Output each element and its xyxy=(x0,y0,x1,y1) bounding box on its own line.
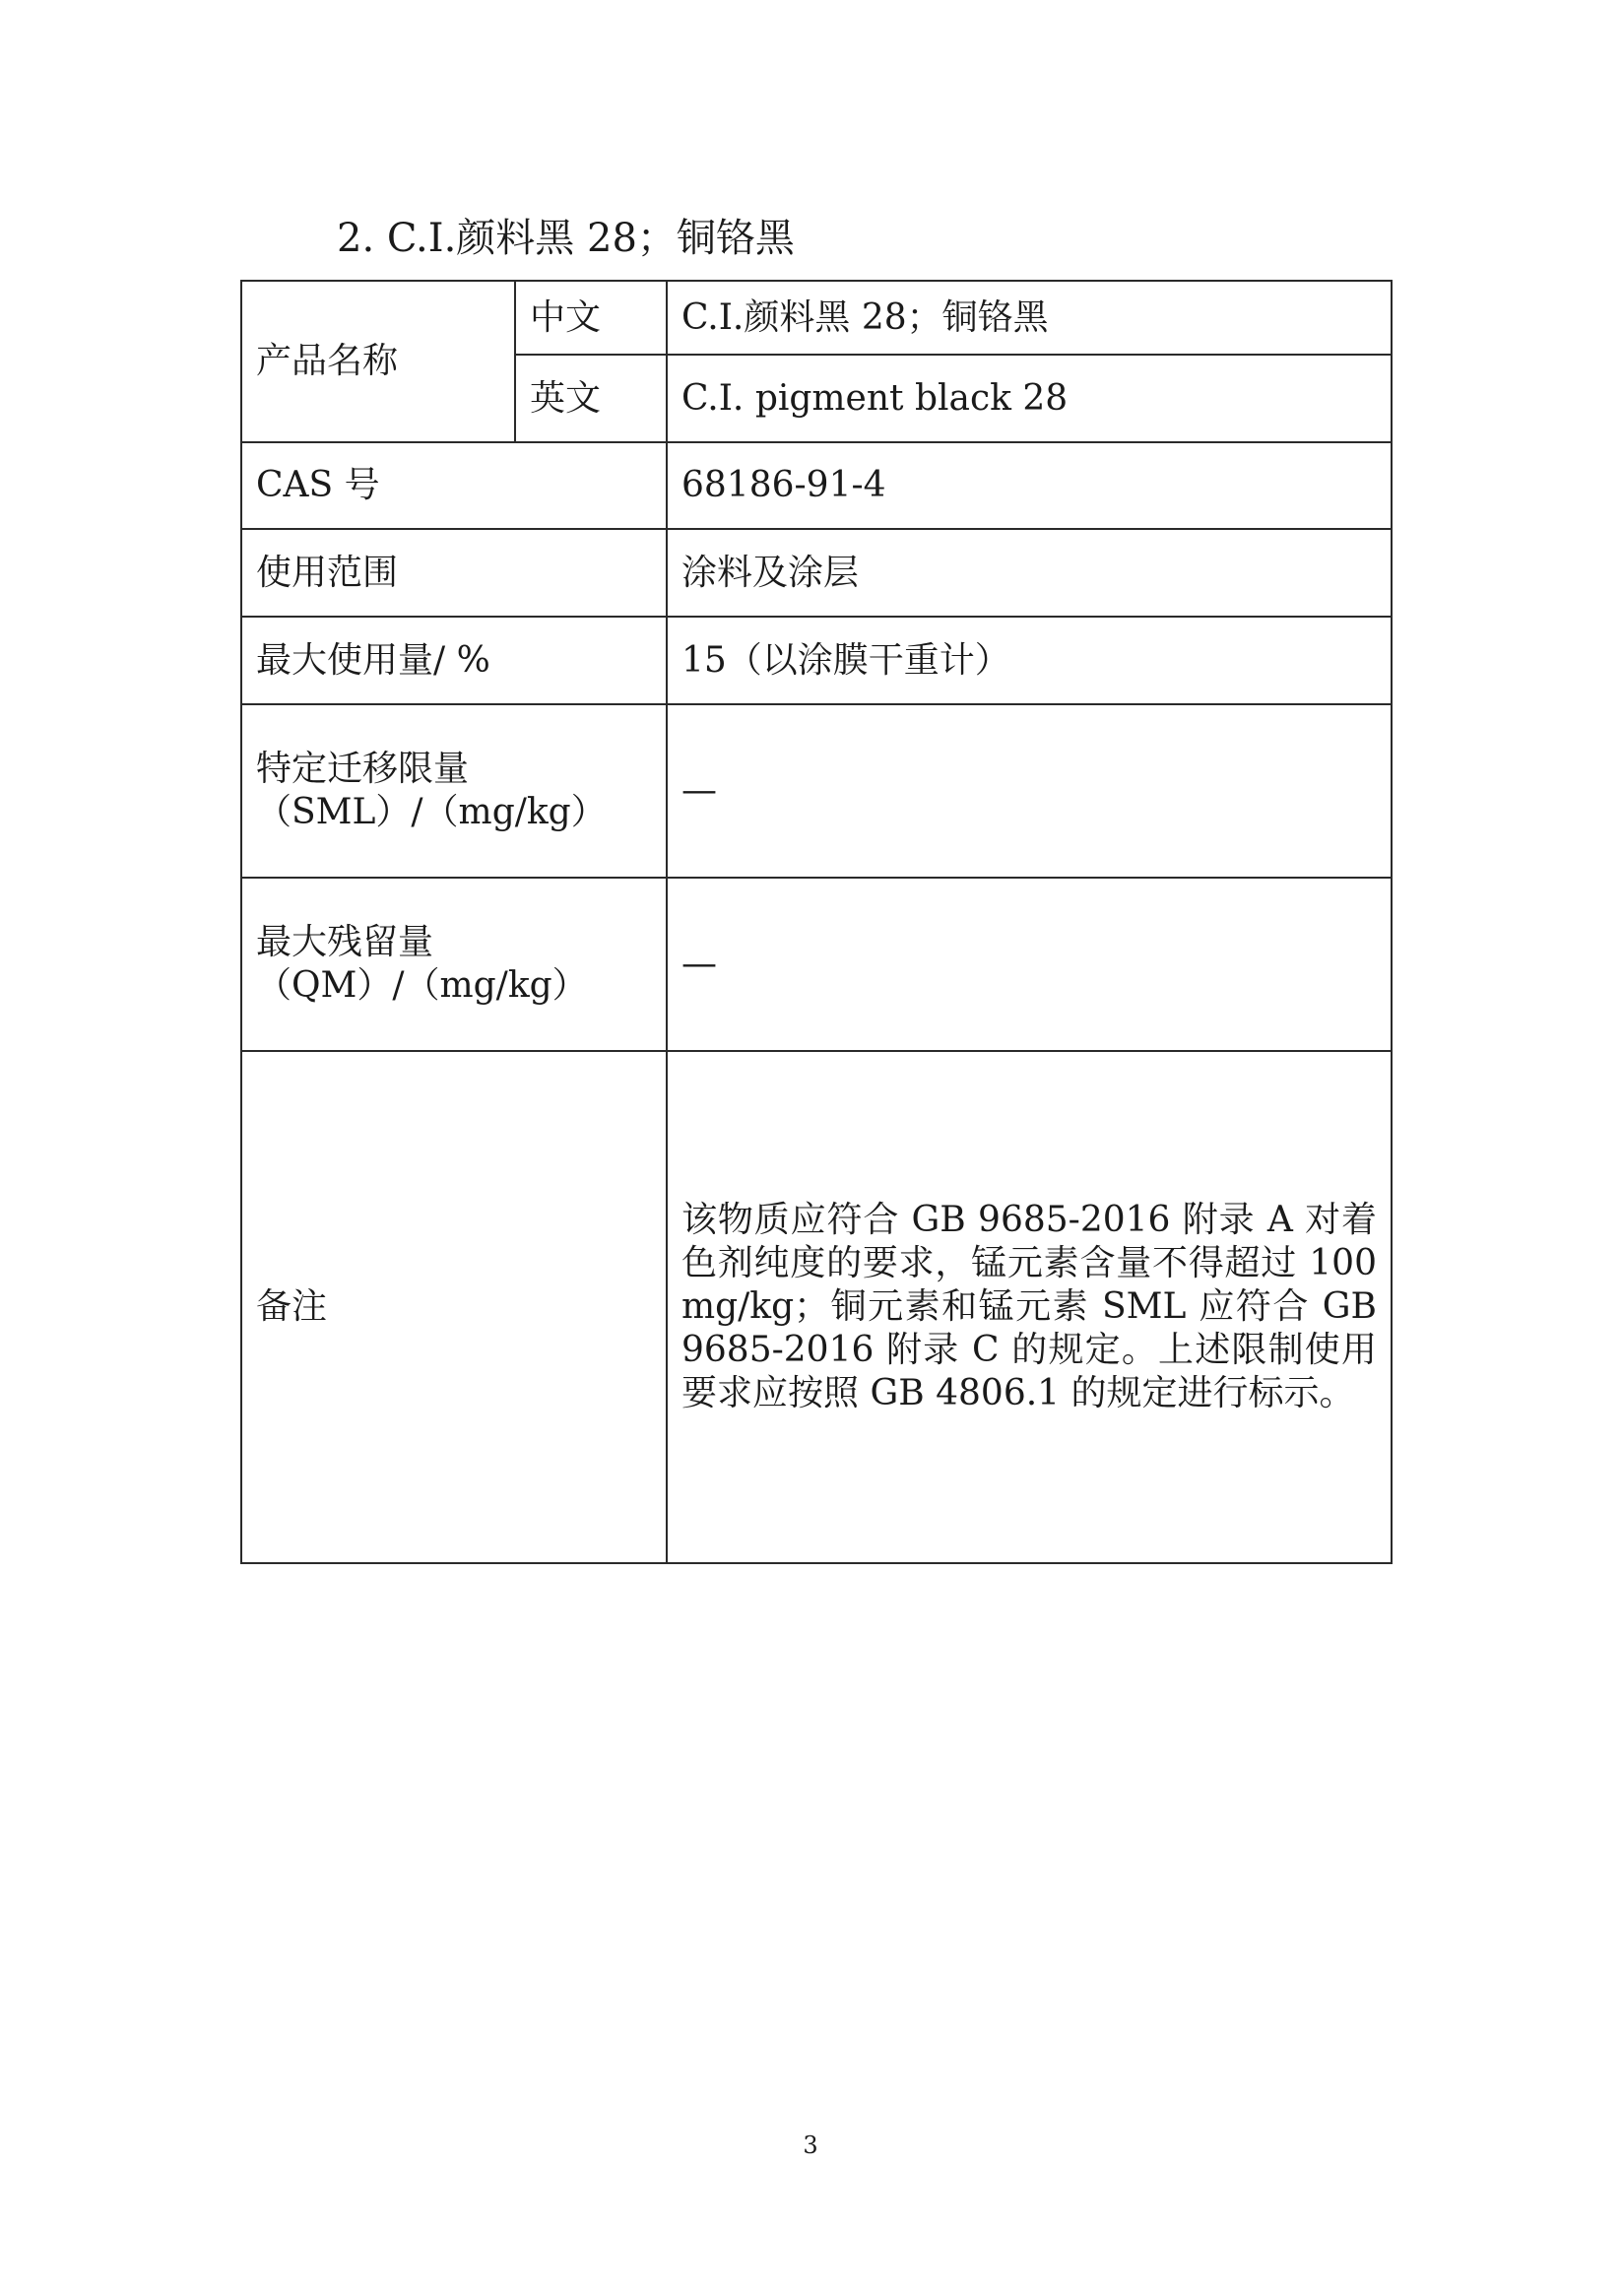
sml-label-line2: （SML）/（mg/kg） xyxy=(256,792,607,832)
qm-label-line2: （QM）/（mg/kg） xyxy=(256,965,588,1006)
sml-label xyxy=(241,704,667,878)
chinese-name-label: 中文 xyxy=(515,281,667,355)
table-row xyxy=(241,281,1392,355)
table-row xyxy=(241,617,1392,704)
qm-label-line1: 最大残留量 xyxy=(256,922,434,962)
sml-value: — xyxy=(667,704,1392,878)
remark-label: 备注 xyxy=(241,1051,667,1563)
cas-value: 68186-91-4 xyxy=(667,442,1392,529)
scope-value: 涂料及涂层 xyxy=(667,529,1392,617)
table-row xyxy=(241,529,1392,617)
max-usage-value: 15（以涂膜干重计） xyxy=(667,617,1392,704)
table-row xyxy=(241,1051,1392,1563)
qm-label xyxy=(241,878,667,1051)
section-heading: 2. C.I.颜料黑 28；铜铬黑 xyxy=(337,216,795,261)
table-row xyxy=(241,878,1392,1051)
max-usage-label: 最大使用量/ % xyxy=(241,617,667,704)
english-name-label: 英文 xyxy=(515,355,667,442)
cas-label: CAS 号 xyxy=(241,442,667,529)
substance-spec-table xyxy=(240,280,1393,1564)
remark-value: 该物质应符合 GB 9685-2016 附录 A 对着色剂纯度的要求，锰元素含量不得超过 100 mg/kg；铜元素和锰元素 SML 应符合 GB 9685-2016 附录 C 的规定。上述限制使用要求应按照 GB 4806.1 的规定进行标示。 xyxy=(667,1051,1392,1563)
page-number: 3 xyxy=(803,2132,818,2159)
english-name-value: C.I. pigment black 28 xyxy=(667,355,1392,442)
table-row xyxy=(241,704,1392,878)
chinese-name-value: C.I.颜料黑 28；铜铬黑 xyxy=(667,281,1392,355)
product-name-label: 产品名称 xyxy=(241,281,515,442)
scope-label: 使用范围 xyxy=(241,529,667,617)
sml-label-line1: 特定迁移限量 xyxy=(256,749,470,789)
qm-value: — xyxy=(667,878,1392,1051)
table-row xyxy=(241,442,1392,529)
